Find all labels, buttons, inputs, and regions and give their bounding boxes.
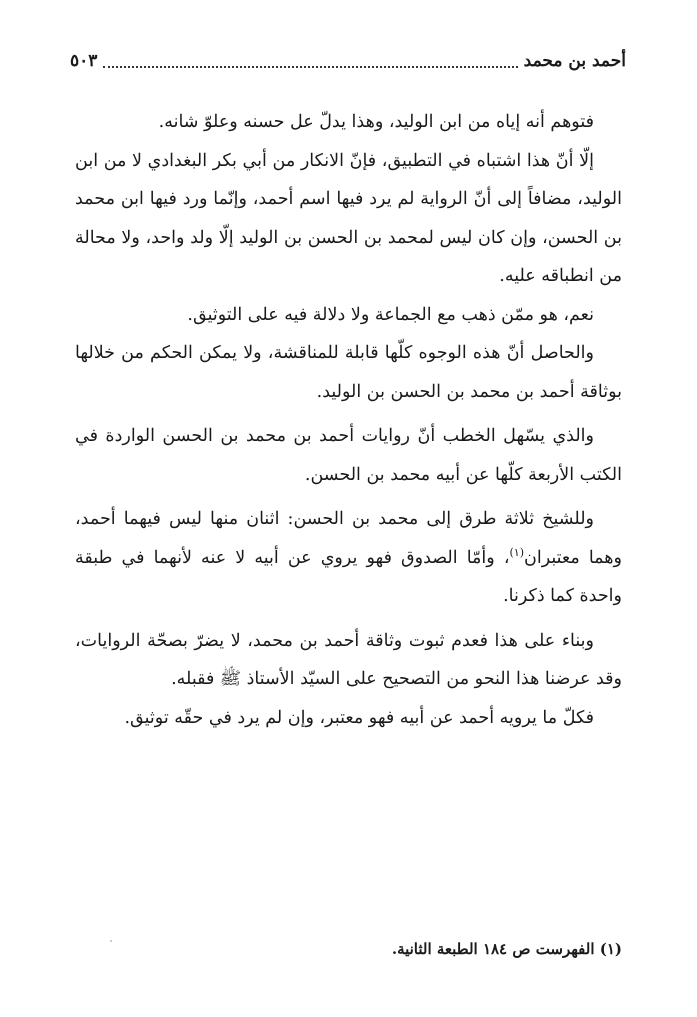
- page-number: ٥٠٣: [70, 51, 98, 71]
- paragraph-1: فتوهم أنه إياه من ابن الوليد، وهذا يدلّ عل حسنه وعلوّ شانه.: [158, 112, 594, 132]
- leader-dots: [103, 66, 517, 68]
- running-header: [70, 46, 626, 76]
- footnote-reference[interactable]: (١): [509, 545, 524, 559]
- paragraph-4: والحاصل أنّ هذه الوجوه كلّها قابلة للمناقشة، ولا يمكن الحكم من خلالها بوثاقة أحمد بن محمد بن الحسن بن الوليد.: [75, 343, 622, 402]
- paragraph-6-part-a: وللشيخ ثلاثة طرق إلى محمد بن الحسن: اثنان منها ليس فيهما أحمد، وهما معتبران: [75, 509, 622, 568]
- paragraph-8: فكلّ ما يرويه أحمد عن أبيه فهو معتبر، وإن لم يرد في حقّه توثيق.: [124, 707, 594, 728]
- paragraph-7: وبناء على هذا فعدم ثبوت وثاقة أحمد بن محمد، لا يضرّ بصحّة الروايات، وقد عرضنا هذا النحو من التصحيح على السيّد الأستاذ ﷺ فقبله.: [75, 630, 622, 689]
- paragraph-3: نعم، هو ممّن ذهب مع الجماعة ولا دلالة فيه على التوثيق.: [187, 304, 594, 325]
- paragraph-5: والذي يسّهل الخطب أنّ روايات أحمد بن محمد بن الحسن الواردة في الكتب الأربعة كلّها عن أبيه محمد بن الحسن.: [75, 426, 622, 485]
- paragraph-2: إلّا أنّ هذا اشتباه في التطبيق، فإنّ الانكار من أبي بكر البغدادي لا من ابن الوليد، مضافاً إلى أنّ الرواية لم يرد فيها اسم أحمد، وإنّما ورد فيها ابن محمد بن الحسن، وإن كان ليس لمحمد بن الحسن بن الوليد إلّا ولد واحد، ولا محالة من انطباقه عليه.: [75, 150, 622, 286]
- footnote: (١) الفهرست ص ١٨٤ الطبعة الثانية.: [391, 940, 622, 958]
- main-text: [75, 103, 622, 737]
- running-title: أحمد بن محمد: [523, 51, 626, 71]
- paragraph-6: [75, 500, 622, 616]
- paragraph-6-part-b: ، وأمّا الصدوق فهو يروي عن أبيه لا عنه لأنهما في طبقة واحدة كما ذكرنا.: [75, 547, 622, 606]
